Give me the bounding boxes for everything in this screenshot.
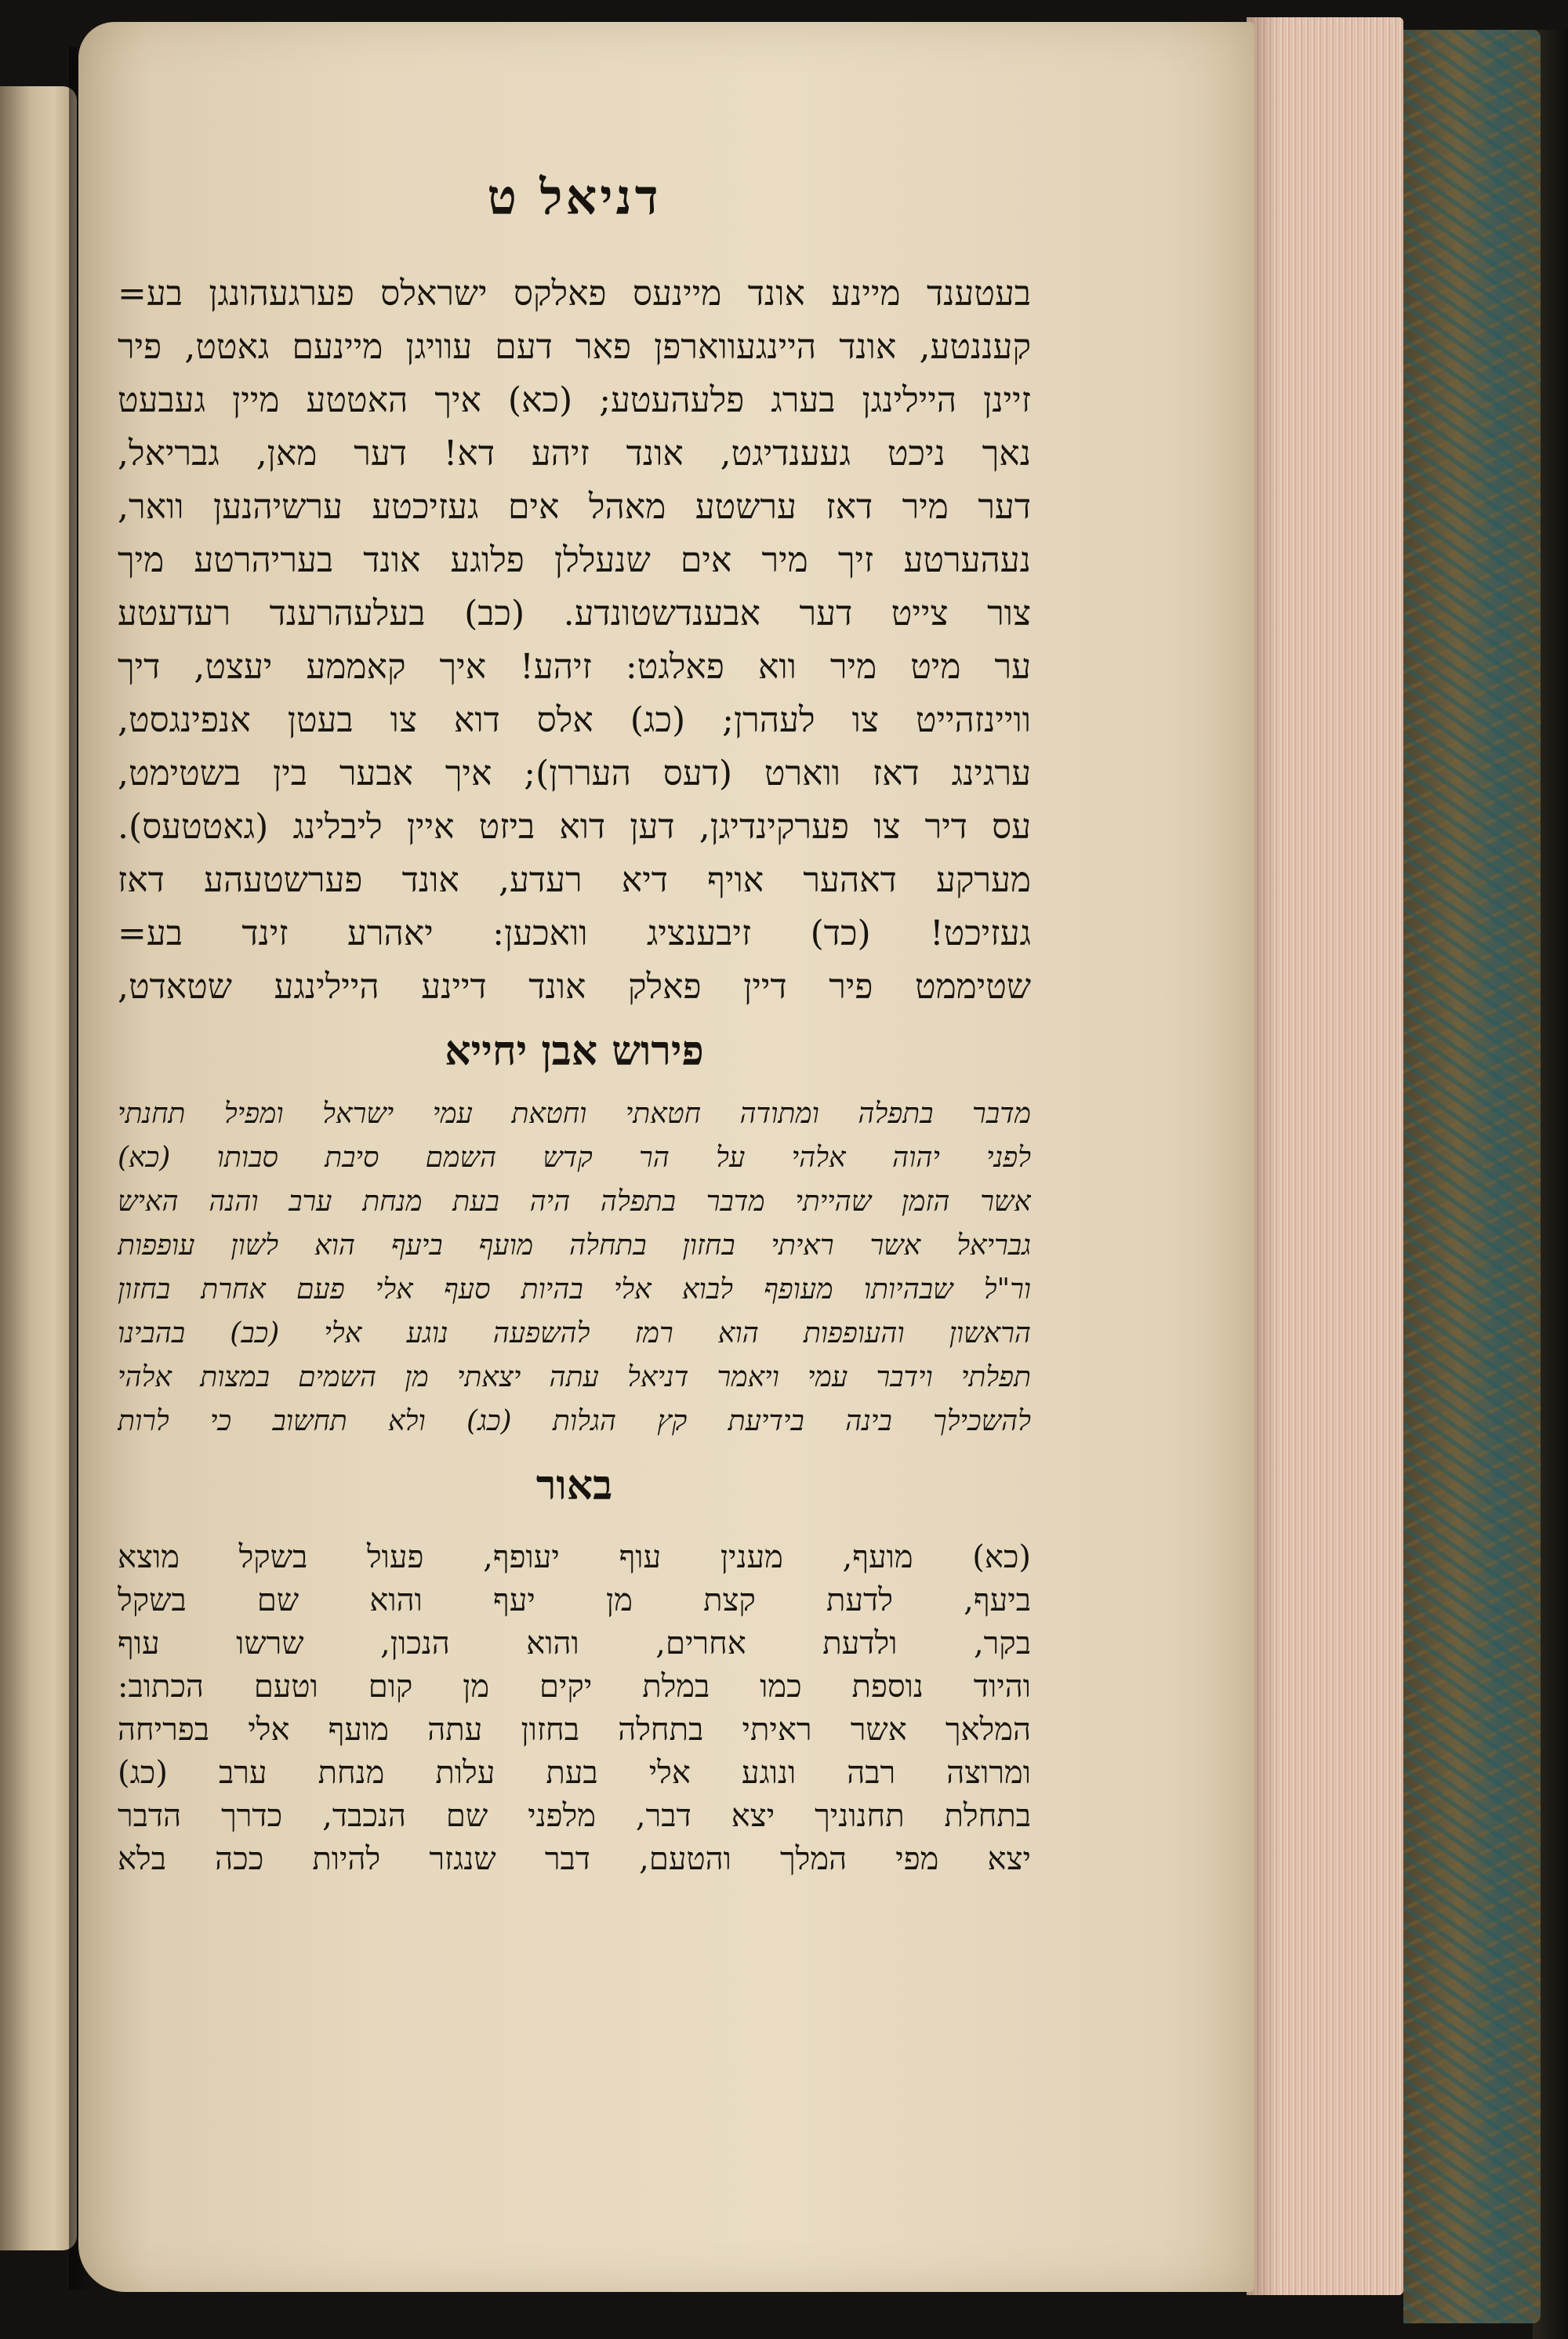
text-line: קעננטע, אונד היינגעווארפן פאר דעם עוויגן מיינעם גאטט, פיר (118, 327, 1031, 367)
text-line: ער מיט מיר ווא פאלגט: זיהע! איך קאממע יעצט, דיך (118, 647, 1031, 687)
commentary-heading: פירוש אבן יחייא (445, 1027, 704, 1075)
commentary-text (118, 1092, 1031, 1444)
text-line: ור"ל שבהיותו מעופף לבוא אלי בהיות סעף אלי פעם אחרת בחזון (118, 1273, 1031, 1306)
text-line: אשר הזמן שהייתי מדבר בתפלה היה בעת מנחת ערב והנה האיש (118, 1186, 1031, 1218)
text-line: שטיממט פיר דיין פאלק אונד דיינע היילינגע שטאדט, (118, 967, 1031, 1007)
text-line: גבריאל אשר ראיתי בחזון בתחלה מועף ביעף הוא לשון עופפות (118, 1229, 1031, 1262)
text-line: זיינן היילינגן בערג פלעהעטע; (כא) איך האטטע מיין געבעט (118, 380, 1031, 420)
text-line: להשכילך בינה בידיעת קץ הגלות (כג) ולא תחשוב כי לרות (118, 1405, 1031, 1437)
text-line: והיוד נוספת כמו במלת יקים מן קום וטעם הכתוב: (118, 1669, 1031, 1705)
text-line: לפני יהוה אלהי על הר קדש השמם סיבת סבותו (כא) (118, 1142, 1031, 1174)
text-line: מערקע דאהער אויף דיא רעדע, אונד פערשטעהע דאז (118, 860, 1031, 900)
text-line: נאך ניכט געענדיגט, אונד זיהע דא! דער מאן, גבריאל, (118, 434, 1031, 474)
text-line: ומרוצה רבה ונוגע אלי בעת עלות מנחת ערב (כג) (118, 1755, 1031, 1791)
left-page-edge (0, 86, 77, 2250)
text-line: בקר, ולדעת אחרים, והוא הנכון, שרשו עוף (118, 1625, 1031, 1662)
text-line: תפלתי וידבר עמי ויאמר דניאל עתה יצאתי מן השמים במצות אלהי (118, 1361, 1031, 1393)
text-line: בעטענד מיינע אונד מיינעס פאלקס ישראלס פערגעהונגן בע= (118, 274, 1031, 314)
text-line: הראשון והעופפות הוא רמז להשפעה נוגע אלי (כב) בהבינו (118, 1317, 1031, 1349)
biur-heading: באור (535, 1462, 613, 1509)
running-head: דניאל ט (487, 169, 662, 226)
text-line: געזיכט! (כד) זיבענציג וואכען: יאהרע זינד בע= (118, 913, 1031, 953)
yiddish-translation (118, 267, 1031, 1014)
text-line: המלאך אשר ראיתי בתחלה בחזון עתה מועף אלי בפריחה (118, 1712, 1031, 1748)
text-line: וויינזהייט צו לעהרן; (כג) אלס דוא צו בעטן אנפינגסט, (118, 700, 1031, 740)
biur-text (118, 1536, 1031, 1881)
text-line: בתחלת תחנוניך יצא דבר, מלפני שם הנכבד, כדרך הדבר (118, 1798, 1031, 1834)
text-line: נעהערטע זיך מיר אים שנעללן פלוגע אונד בעריהרטע מיך (118, 540, 1031, 580)
text-line: (כא) מועף, מענין עוף יעופף, פעול בשקל מוצא (118, 1539, 1031, 1575)
text-line: יצא מפי המלך והטעם, דבר שנגזר להיות ככה בלא (118, 1841, 1031, 1877)
text-line: ביעף, לדעת קצת מן יעף והוא שם בשקל (118, 1582, 1031, 1618)
page-text (118, 169, 1031, 1881)
text-line: עס דיר צו פערקינדיגן, דען דוא ביזט איין ליבלינג (גאטטעס). (118, 807, 1031, 847)
text-line: ערגינג דאז ווארט (דעס העררן); איך אבער בין בשטימט, (118, 754, 1031, 794)
text-line: מדבר בתפלה ומתודה חטאתי וחטאת עמי ישראל ומפיל תחנתי (118, 1098, 1031, 1130)
text-line: צור צייט דער אבענדשטונדע. (כב) בעלעהרענד רעדעטע (118, 594, 1031, 634)
marbled-cover (1403, 30, 1541, 2323)
text-line: דער מיר דאז ערשטע מאהל אים געזיכטע ערשיהנען וואר, (118, 487, 1031, 527)
